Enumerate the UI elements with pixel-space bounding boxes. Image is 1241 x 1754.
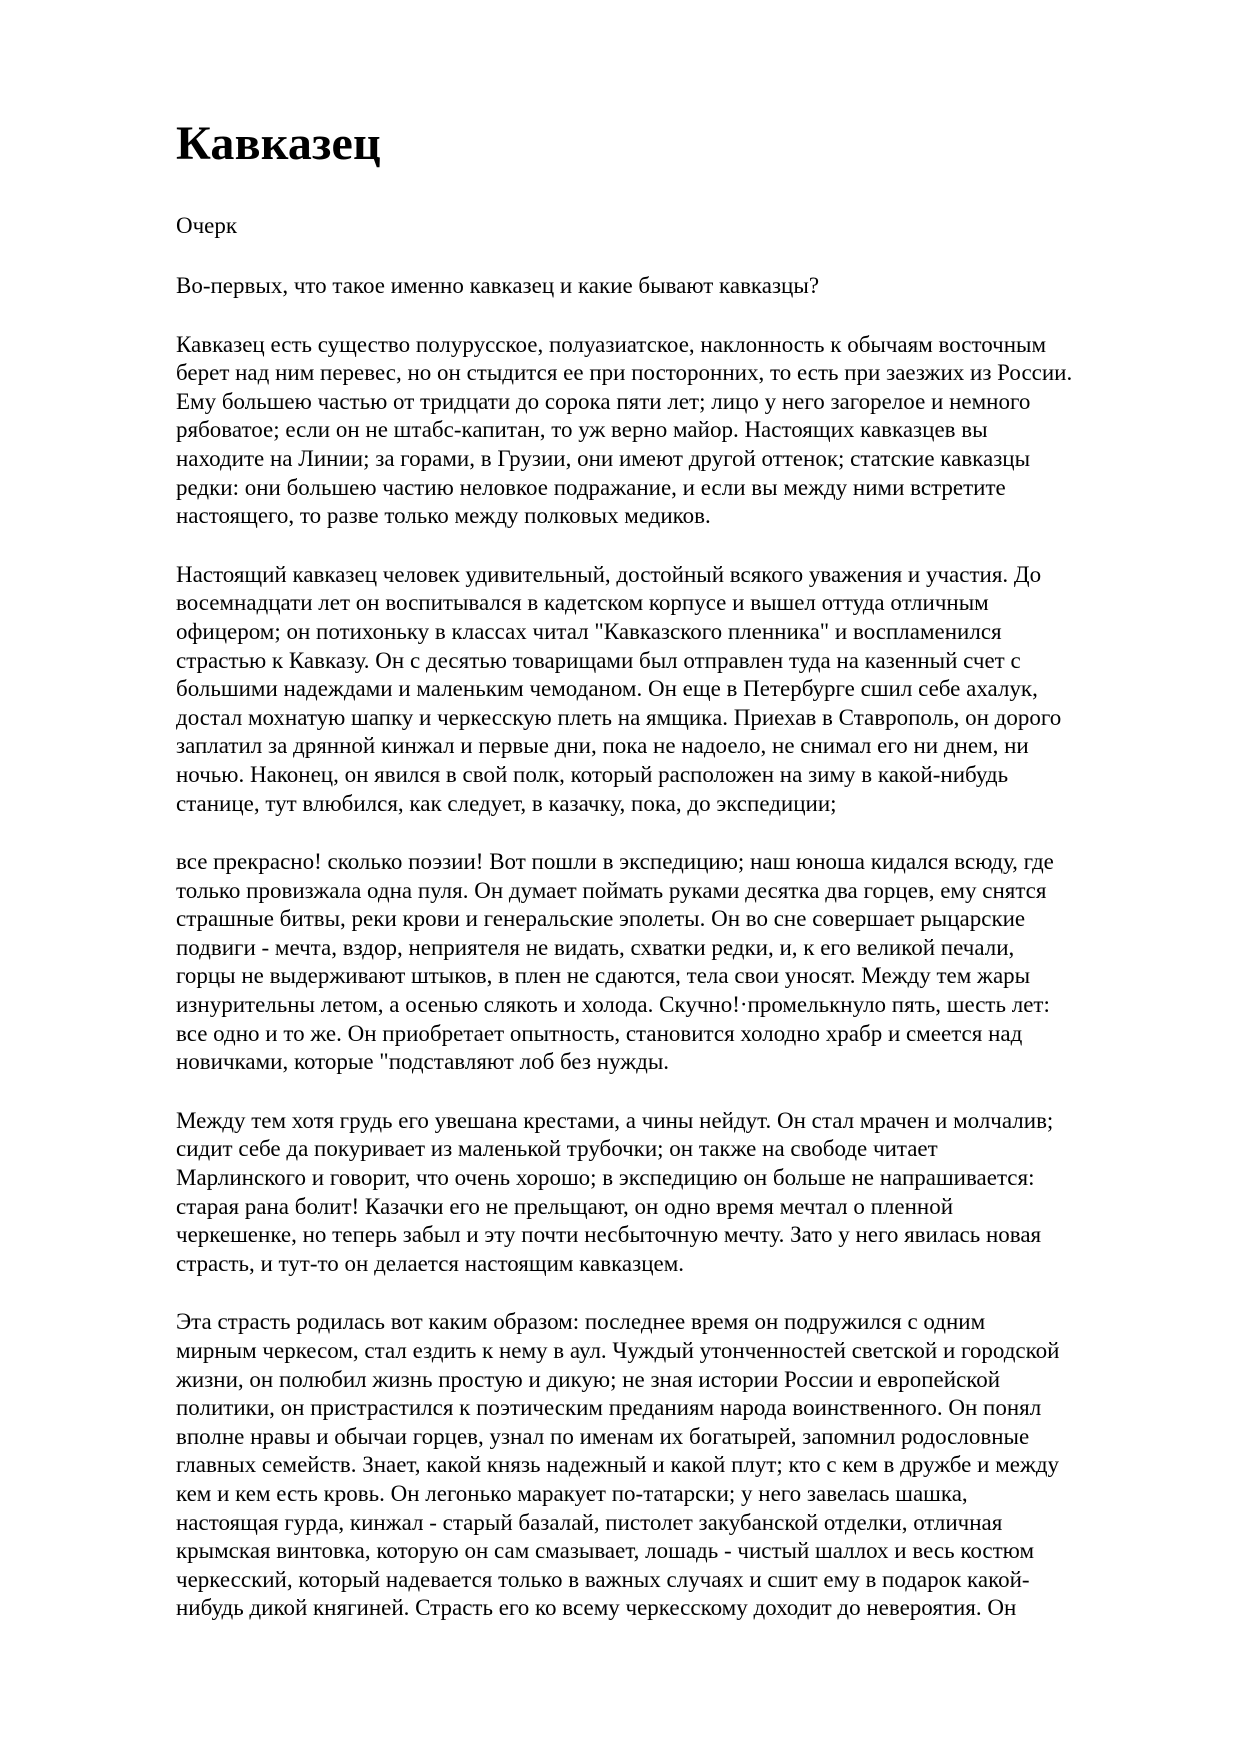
document-page	[176, 116, 1116, 1653]
paragraph-4: все прекрасно! сколько поэзии! Вот пошли в экспедицию; наш юноша кидался всюду, где только провизжала одна пуля. Он думает поймать руками десятка два горцев, ему снятся страшные битвы, реки крови и генеральские эполеты. Он во сне совершает рыцарские подвиги - мечта, вздор, неприятеля не видать, схватки редки, и, к его великой печали, горцы не выдерживают штыков, в плен не сдаются, тела свои уносят. Между тем жары изнурительны летом, а осенью слякоть и холода. Скучно!·промелькнуло пять, шесть лет: все одно и то же. Он приобретает опытность, становится холодно храбр и смеется над новичками, которые "подставляют лоб без нужды.	[176, 849, 1054, 1075]
document-title: Кавказец	[176, 117, 381, 170]
paragraph-2: Кавказец есть существо полурусское, полуазиатское, наклонность к обычаям восточным берет над ним перевес, но он стыдится ее при посторонних, то есть при заезжих из России. Ему большею частью от тридцати до сорока пяти лет; лицо у него загорелое и немного рябоватое; если он не штабс-капитан, то уж верно майор. Настоящих кавказцев вы находите на Линии; за горами, в Грузии, они имеют другой оттенок; статские кавказцы редки: они большею частию неловкое подражание, и если вы между ними встретите настоящего, то разве только между полковых медиков.	[176, 331, 1073, 529]
paragraph-3: Настоящий кавказец человек удивительный, достойный всякого уважения и участия. До восемнадцати лет он воспитывался в кадетском корпусе и вышел оттуда отличным офицером; он потихоньку в классах читал "Кавказского пленника" и воспламенился страстью к Кавказу. Он с десятью товарищами был отправлен туда на казенный счет с большими надеждами и маленьким чемоданом. Он еще в Петербурге сшил себе ахалук, достал мохнатую шапку и черкесскую плеть на ямщика. Приехав в Ставрополь, он дорого заплатил за дрянной кинжал и первые дни, пока не надоело, не снимал его ни днем, ни ночью. Наконец, он явился в свой полк, который расположен на зиму в какой-нибудь станице, тут влюбился, как следует, в казачку, пока, до экспедиции;	[176, 561, 1062, 816]
paragraph-1: Во-первых, что такое именно кавказец и какие бывают кавказцы?	[176, 273, 820, 298]
paragraph-6: Эта страсть родилась вот каким образом: последнее время он подружился с одним мирным черкесом, стал ездить к нему в аул. Чуждый утонченностей светской и городской жизни, он полюбил жизнь простую и дикую; не зная истории России и европейской политики, он пристрастился к поэтическим преданиям народа воинственного. Он понял вполне нравы и обычаи горцев, узнал по именам их богатырей, запомнил родословные главных семейств. Знает, какой князь надежный и какой плут; кто с кем в дружбе и между кем и кем есть кровь. Он легонько маракует по-татарски; у него завелась шашка, настоящая гурда, кинжал - старый базалай, пистолет закубанской отделки, отличная крымская винтовка, которую он сам смазывает, лошадь - чистый шаллох и весь костюм черкесский, который надевается только в важных случаях и сшит ему в подарок какой- нибудь дикой княгиней. Страсть его ко всему черкесскому доходит до невероятия. Он	[176, 1309, 1060, 1621]
paragraph-5: Между тем хотя грудь его увешана крестами, а чины нейдут. Он стал мрачен и молчалив; сидит себе да покуривает из маленькой трубочки; он также на свободе читает Марлинского и говорит, что очень хорошо; в экспедицию он больше не напрашивается: старая рана болит! Казачки его не прельщают, он одно время мечтал о пленной черкешенке, но теперь забыл и эту почти несбыточную мечту. Зато у него явилась новая страсть, и тут-то он делается настоящим кавказцем.	[176, 1107, 1054, 1276]
document-subtitle: Очерк	[176, 213, 238, 238]
